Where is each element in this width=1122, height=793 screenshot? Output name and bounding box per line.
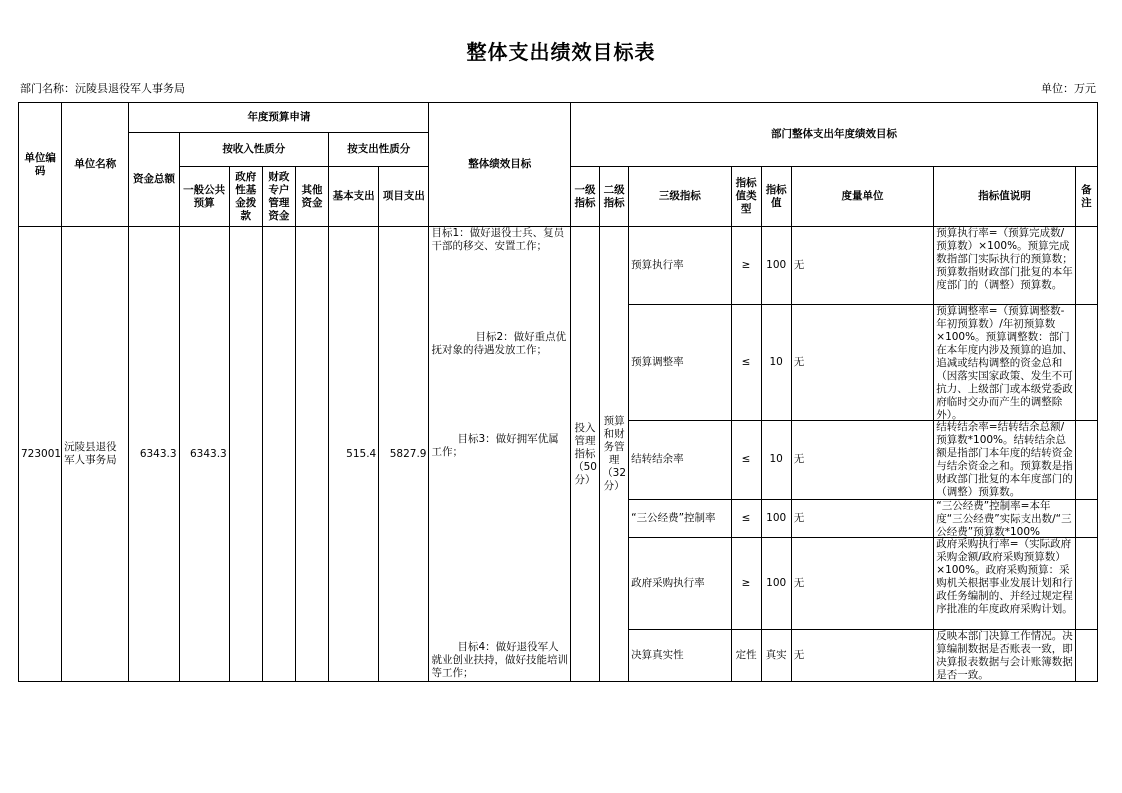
indicator-type: ≤ [731, 499, 761, 537]
indicator-desc [934, 629, 1076, 681]
indicator-value: 真实 [761, 629, 791, 681]
indicator-name: “三公经费”控制率 [629, 499, 731, 537]
indicator-value: 10 [761, 305, 791, 421]
header-by-income: 按收入性质分 [179, 133, 329, 167]
header-level1: 一级指标 [570, 167, 599, 227]
cell-overall-goal [429, 227, 571, 682]
cell-gov-fund [229, 227, 262, 682]
indicator-remark [1075, 421, 1097, 499]
indicator-desc [934, 227, 1076, 305]
cell-level1: 投入管理指标（50分） [570, 227, 599, 682]
indicator-remark [1075, 227, 1097, 305]
indicator-type: 定性 [731, 629, 761, 681]
header-total-funds: 资金总额 [129, 133, 179, 227]
indicator-name: 预算调整率 [629, 305, 731, 421]
indicator-desc-text: 预算执行率=（预算完成数/预算数）×100%。预算完成数指部门实际执行的预算数；预算数指财政部门批复的本年度部门的（调整）预算数。 [936, 227, 1073, 291]
indicator-name: 预算执行率 [629, 227, 731, 305]
header-overall-goal: 整体绩效目标 [429, 103, 571, 227]
cell-project-expense: 5827.9 [379, 227, 429, 682]
indicator-desc-text: 预算调整率=（预算调整数-年初预算数）/年初预算数×100%。预算调整数：部门在本年度内涉及预算的追加、追减或结构调整的资金总和（因落实国家政策、发生不可抗力、上级部门或本级党委政府临时交办而产生的调整除外）。 [936, 305, 1073, 421]
header-annual-target: 部门整体支出年度绩效目标 [570, 103, 1097, 167]
indicator-desc-text: 政府采购执行率=（实际政府采购金额/政府采购预算数）×100%。政府采购预算：采购机关根据事业发展计划和行政任务编制的、并经过规定程序批准的年度政府采购计划。 [936, 537, 1073, 615]
header-value-type: 指标值类型 [731, 167, 761, 227]
indicator-desc [934, 421, 1076, 499]
indicator-desc [934, 537, 1076, 629]
goal-1: 目标1：做好退役士兵、复员干部的移交、安置工作； [431, 227, 565, 252]
indicator-desc [934, 305, 1076, 421]
indicator-name: 政府采购执行率 [629, 537, 731, 629]
page-title: 整体支出绩效目标表 [466, 40, 656, 64]
cell-basic-expense: 515.4 [329, 227, 379, 682]
cell-unit-name: 沅陵县退役军人事务局 [62, 227, 129, 682]
indicator-desc-text: 结转结余率=结转结余总额/预算数*100%。结转结余总额是指部门本年度的结转资金与结余资金之和。预算数是指财政部门批复的本年度部门的（调整）预算数。 [936, 421, 1073, 499]
header-unit-code: 单位编码 [19, 103, 62, 227]
indicator-value: 100 [761, 227, 791, 305]
department-name: 部门名称：沅陵县退役军人事务局 [20, 82, 185, 95]
header-value: 指标值 [761, 167, 791, 227]
header-level3: 三级指标 [629, 167, 731, 227]
indicator-remark [1075, 305, 1097, 421]
header-basic-expense: 基本支出 [329, 167, 379, 227]
header-by-expense: 按支出性质分 [329, 133, 429, 167]
indicator-unit: 无 [791, 629, 934, 681]
goal-3: 目标3：做好拥军优属工作； [431, 433, 559, 458]
header-annual-budget: 年度预算申请 [129, 103, 429, 133]
indicator-unit: 无 [791, 499, 934, 537]
goal-4: 目标4：做好退役军人就业创业扶持，做好技能培训等工作； [431, 641, 568, 679]
header-gov-fund: 政府性基金拨款 [229, 167, 262, 227]
header-special-fund: 财政专户管理资金 [262, 167, 295, 227]
indicator-value: 100 [761, 537, 791, 629]
header-remark: 备注 [1075, 167, 1097, 227]
indicator-unit: 无 [791, 305, 934, 421]
header-description: 指标值说明 [934, 167, 1076, 227]
indicator-value: 100 [761, 499, 791, 537]
indicator-remark [1075, 499, 1097, 537]
header-unit: 度量单位 [791, 167, 934, 227]
indicator-unit: 无 [791, 421, 934, 499]
indicator-name: 结转结余率 [629, 421, 731, 499]
header-level2: 二级指标 [600, 167, 629, 227]
indicator-desc [934, 499, 1076, 537]
currency-unit: 单位：万元 [1041, 82, 1096, 95]
header-general-budget: 一般公共预算 [179, 167, 229, 227]
indicator-value: 10 [761, 421, 791, 499]
indicator-remark [1075, 629, 1097, 681]
cell-general-budget: 6343.3 [179, 227, 229, 682]
indicator-type: ≥ [731, 537, 761, 629]
indicator-remark [1075, 537, 1097, 629]
cell-unit-code: 723001 [19, 227, 62, 682]
header-unit-name: 单位名称 [62, 103, 129, 227]
goal-2: 目标2：做好重点优抚对象的待遇发放工作； [431, 331, 567, 356]
cell-other-fund [295, 227, 328, 682]
performance-table [18, 102, 1098, 682]
indicator-type: ≤ [731, 305, 761, 421]
indicator-type: ≥ [731, 227, 761, 305]
cell-special-fund [262, 227, 295, 682]
indicator-name: 决算真实性 [629, 629, 731, 681]
indicator-desc-text: “三公经费”控制率=本年度“三公经费”实际支出数/“三公经费”预算数*100% [936, 499, 1072, 537]
cell-total-funds: 6343.3 [129, 227, 179, 682]
indicator-type: ≤ [731, 421, 761, 499]
cell-level2: 预算和财务管理（32分） [600, 227, 629, 682]
header-other-fund: 其他资金 [295, 167, 328, 227]
indicator-unit: 无 [791, 537, 934, 629]
indicator-desc-text: 反映本部门决算工作情况。决算编制数据是否账表一致，即决算报表数据与会计账簿数据是否一致。 [936, 629, 1073, 681]
indicator-unit: 无 [791, 227, 934, 305]
header-project-expense: 项目支出 [379, 167, 429, 227]
